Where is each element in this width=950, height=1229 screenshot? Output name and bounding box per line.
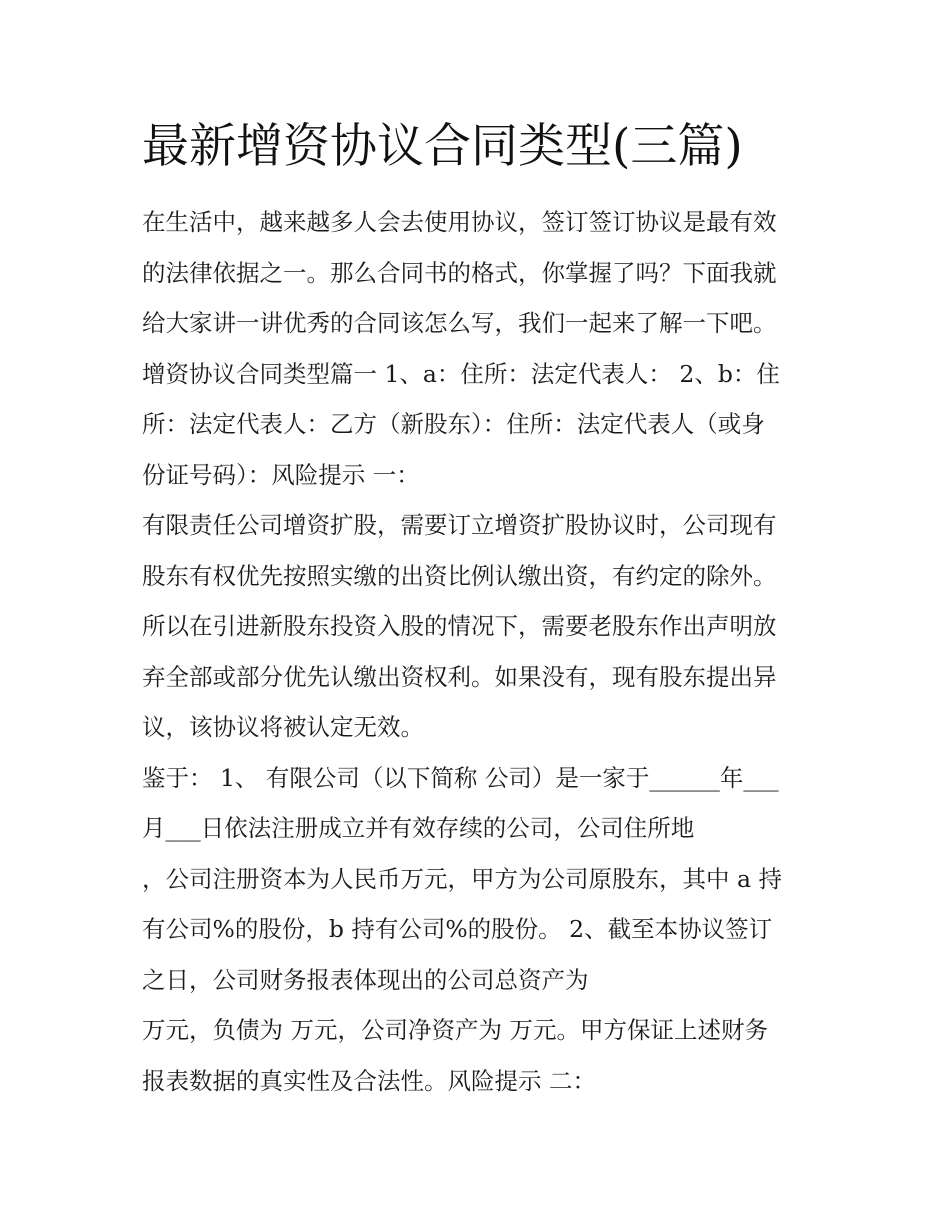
body-line: 议，该协议将被认定无效。	[142, 713, 424, 741]
body-line: 弃全部或部分优先认缴出资权利。如果没有，现有股东提出异	[142, 662, 777, 691]
body-line: 有公司%的股份，b 持有公司%的股份。 2、截至本协议签订	[142, 915, 773, 943]
body-line: 所：法定代表人：乙方（新股东）：住所：法定代表人（或身	[142, 410, 765, 438]
body-line: 所以在引进新股东投资入股的情况下，需要老股东作出声明放	[142, 612, 777, 640]
body-line: 月___日依法注册成立并有效存续的公司，公司住所地	[142, 814, 695, 842]
body-line: 万元，负债为 万元，公司净资产为 万元。甲方保证上述财务	[142, 1016, 768, 1044]
body-line: 报表数据的真实性及合法性。风险提示 二：	[142, 1066, 596, 1095]
body-line: 增资协议合同类型篇一 1、a：住所：法定代表人： 2、b：住	[142, 359, 780, 388]
body-line: 股东有权优先按照实缴的出资比例认缴出资，有约定的除外。	[142, 561, 777, 590]
body-line: ，公司注册资本为人民币万元，甲方为公司原股东，其中 a 持	[142, 864, 782, 893]
body-line: 给大家讲一讲优秀的合同该怎么写，我们一起来了解一下吧。	[142, 309, 777, 337]
body-line: 之日，公司财务报表体现出的公司总资产为	[142, 965, 589, 994]
body-line: 份证号码）：风险提示 一：	[142, 460, 420, 489]
document-title: 最新增资协议合同类型(三篇)	[142, 119, 743, 174]
body-line: 的法律依据之一。那么合同书的格式，你掌握了吗？下面我就	[142, 258, 777, 287]
document-body	[142, 197, 822, 1106]
body-line: 有限责任公司增资扩股，需要订立增资扩股协议时，公司现有	[142, 511, 777, 539]
body-line: 在生活中，越来越多人会去使用协议，签订签订协议是最有效	[142, 208, 777, 236]
body-line: 鉴于： 1、 有限公司（以下简称 公司）是一家于______年___	[142, 763, 779, 792]
